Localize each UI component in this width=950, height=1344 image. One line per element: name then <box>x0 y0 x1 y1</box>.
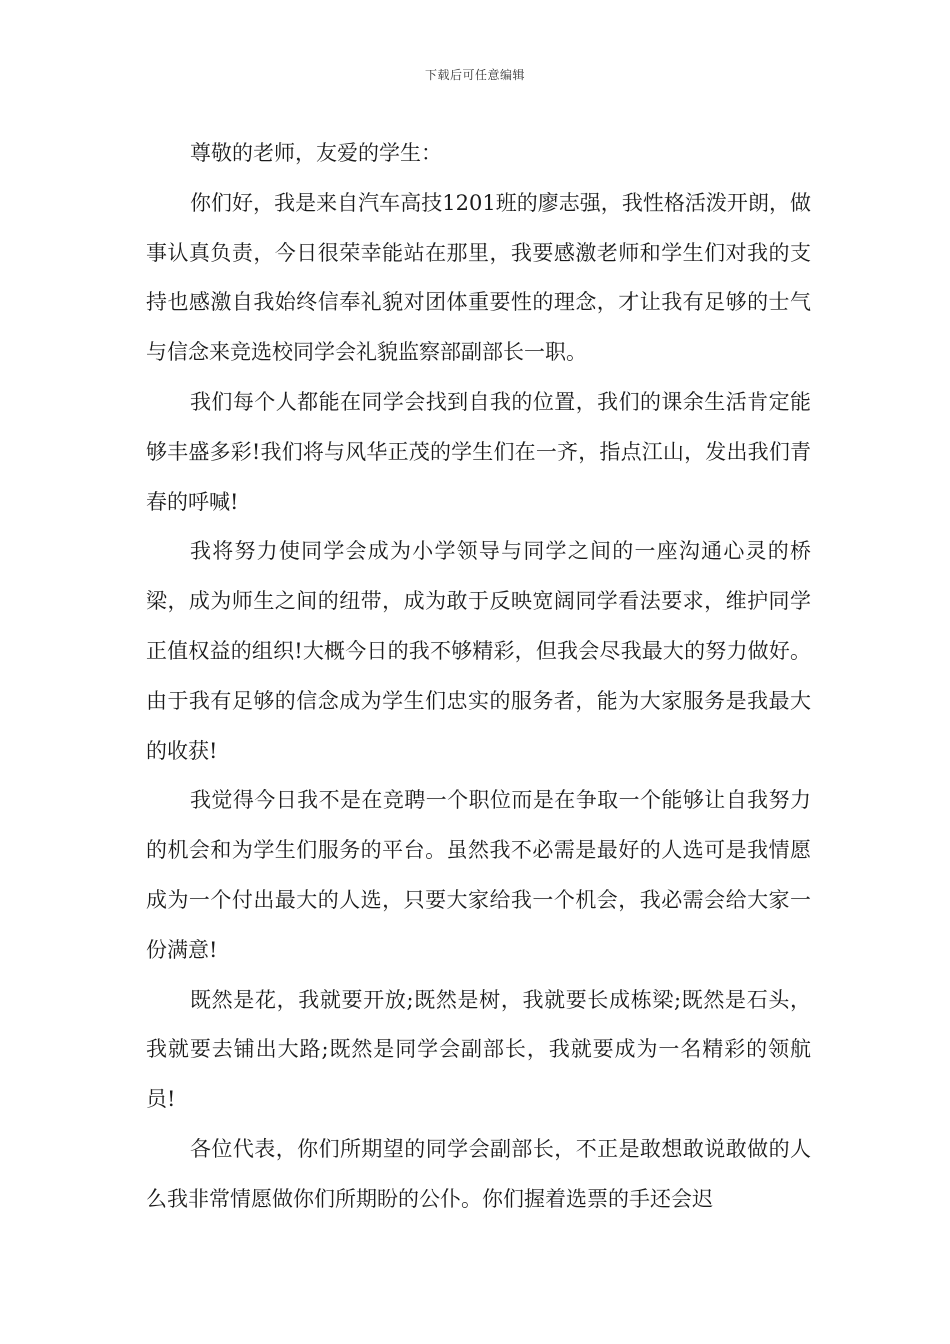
document-body <box>146 129 811 1225</box>
page-header: 下载后可任意编辑 <box>424 68 525 82</box>
paragraph-3: 我将努力使同学会成为小学领导与同学之间的一座沟通心灵的桥梁，成为师生之间的纽带，成为敢于反映宽阔同学看法要求，维护同学正值权益的组织!大概今日的我不够精彩，但我会尽我最大的努力做好。由于我有足够的信念成为学生们忠实的服务者，能为大家服务是我最大的收获! <box>146 539 811 763</box>
paragraph-6: 各位代表，你们所期望的同学会副部长，不正是敢想敢说敢做的人么我非常情愿做你们所期盼的公仆。你们握着选票的手还会迟 <box>146 1136 811 1211</box>
paragraph-5: 既然是花，我就要开放;既然是树，我就要长成栋梁;既然是石头，我就要去铺出大路;既然是同学会副部长，我就要成为一名精彩的领航员! <box>146 987 811 1112</box>
paragraph-4: 我觉得今日我不是在竞聘一个职位而是在争取一个能够让自我努力的机会和为学生们服务的平台。虽然我不必需是最好的人选可是我情愿成为一个付出最大的人选，只要大家给我一个机会，我必需会给大家一份满意! <box>146 788 811 962</box>
salutation: 尊敬的老师，友爱的学生： <box>190 141 442 165</box>
paragraph-1: 你们好，我是来自汽车高技1201班的廖志强，我性格活泼开朗，做事认真负责，今日很荣幸能站在那里，我要感激老师和学生们对我的支持也感激自我始终信奉礼貌对团体重要性的理念，才让我有足够的士气与信念来竞选校同学会礼貌监察部副部长一职。 <box>146 190 811 365</box>
paragraph-2: 我们每个人都能在同学会找到自我的位置，我们的课余生活肯定能够丰盛多彩!我们将与风华正茂的学生们在一齐，指点江山，发出我们青春的呼喊! <box>146 389 811 514</box>
